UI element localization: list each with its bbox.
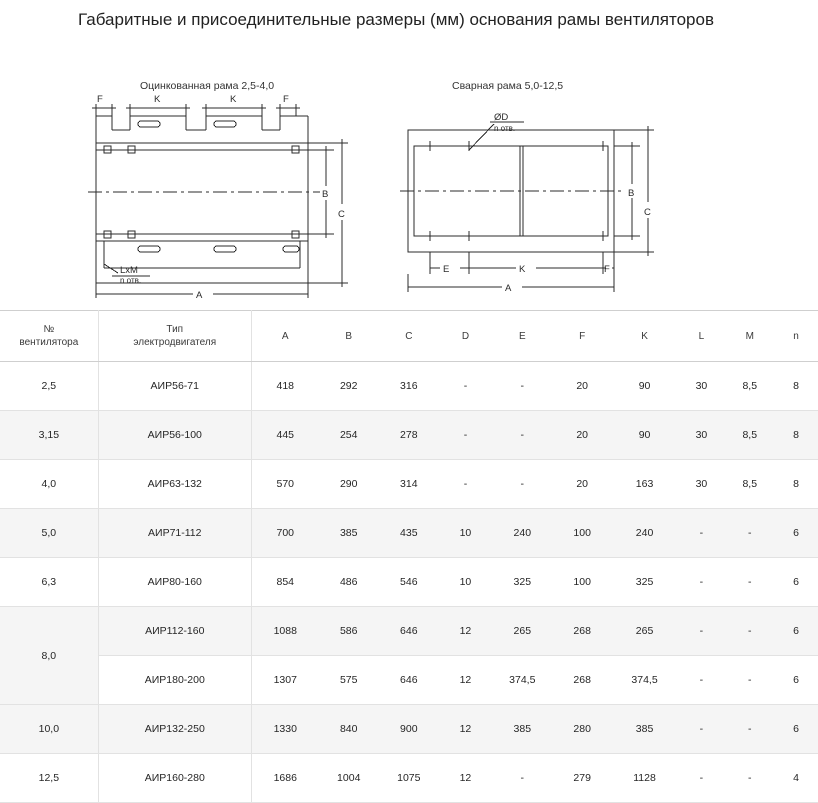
cell-e: 374,5 [492,656,553,705]
label-n-otv-right: n отв. [494,124,516,133]
cell-m: - [725,656,774,705]
cell-b: 486 [319,558,379,607]
cell-l: - [677,607,725,656]
cell-c: 900 [379,705,439,754]
label-od: ØD [494,112,509,123]
label-f-right2: F [604,264,610,275]
header-m: M [725,311,774,362]
cell-a: 445 [251,411,318,460]
label-b-left: B [322,189,329,200]
cell-fan-number: 2,5 [0,362,98,411]
cell-k: 163 [612,460,678,509]
cell-e: 265 [492,607,553,656]
cell-k: 1128 [612,754,678,803]
label-b-right: B [628,188,635,199]
cell-e: - [492,460,553,509]
label-f-right: F [283,94,289,105]
header-a: A [251,311,318,362]
cell-n: 4 [774,754,818,803]
header-motor-type: Тип электродвигателя [98,311,251,362]
label-k-right: K [230,94,237,105]
page-title: Габаритные и присоединительные размеры (мм) основания рамы вентиляторов [78,10,714,29]
cell-fan-number: 12,5 [0,754,98,803]
label-k-left: K [154,94,161,105]
left-drawing-caption: Оцинкованная рама 2,5-4,0 [140,80,275,92]
cell-d: - [439,362,492,411]
cell-motor-type: АИР112-160 [98,607,251,656]
cell-c: 316 [379,362,439,411]
cell-l: - [677,509,725,558]
cell-k: 90 [612,411,678,460]
label-k-right2: K [519,264,526,275]
table-row [0,656,818,705]
cell-l: - [677,656,725,705]
cell-a: 570 [251,460,318,509]
cell-a: 1330 [251,705,318,754]
cell-f: 20 [553,411,612,460]
cell-c: 646 [379,607,439,656]
table-row [0,607,818,656]
cell-f: 280 [553,705,612,754]
cell-n: 8 [774,411,818,460]
cell-a: 854 [251,558,318,607]
cell-n: 6 [774,705,818,754]
header-d: D [439,311,492,362]
cell-b: 290 [319,460,379,509]
cell-m: 8,5 [725,460,774,509]
cell-motor-type: АИР71-112 [98,509,251,558]
drawing-canvas [0,68,818,308]
table-header-row [0,311,818,362]
cell-b: 385 [319,509,379,558]
cell-b: 254 [319,411,379,460]
cell-l: 30 [677,460,725,509]
cell-motor-type: АИР160-280 [98,754,251,803]
cell-fan-number: 5,0 [0,509,98,558]
cell-a: 418 [251,362,318,411]
cell-m: - [725,754,774,803]
cell-d: 12 [439,607,492,656]
cell-m: - [725,558,774,607]
cell-motor-type: АИР132-250 [98,705,251,754]
cell-motor-type: АИР80-160 [98,558,251,607]
cell-c: 1075 [379,754,439,803]
cell-n: 6 [774,607,818,656]
cell-d: 10 [439,558,492,607]
specs-table-wrapper [0,310,818,803]
table-row [0,362,818,411]
cell-n: 8 [774,362,818,411]
cell-b: 840 [319,705,379,754]
cell-m: - [725,607,774,656]
label-c-right: C [644,207,651,218]
cell-l: - [677,558,725,607]
cell-d: 10 [439,509,492,558]
cell-f: 268 [553,607,612,656]
cell-fan-number: 6,3 [0,558,98,607]
cell-c: 314 [379,460,439,509]
cell-f: 268 [553,656,612,705]
cell-f: 20 [553,460,612,509]
cell-d: - [439,411,492,460]
header-b: B [319,311,379,362]
cell-f: 100 [553,509,612,558]
header-fan-number: № вентилятора [0,311,98,362]
header-k: K [612,311,678,362]
specifications-table [0,310,818,803]
cell-e: - [492,754,553,803]
label-a-right: A [505,283,512,294]
cell-b: 292 [319,362,379,411]
cell-m: 8,5 [725,362,774,411]
header-l: L [677,311,725,362]
label-c-left: C [338,209,345,220]
cell-e: 325 [492,558,553,607]
cell-b: 575 [319,656,379,705]
cell-f: 279 [553,754,612,803]
table-row [0,460,818,509]
technical-drawings [0,68,818,308]
header-n: n [774,311,818,362]
header-c: C [379,311,439,362]
cell-fan-number: 4,0 [0,460,98,509]
cell-e: 385 [492,705,553,754]
table-row [0,705,818,754]
cell-k: 374,5 [612,656,678,705]
cell-a: 1307 [251,656,318,705]
table-row [0,754,818,803]
table-row [0,558,818,607]
cell-n: 6 [774,509,818,558]
cell-f: 20 [553,362,612,411]
cell-b: 1004 [319,754,379,803]
cell-n: 8 [774,460,818,509]
cell-k: 240 [612,509,678,558]
cell-d: 12 [439,754,492,803]
cell-e: - [492,362,553,411]
cell-motor-type: АИР56-100 [98,411,251,460]
cell-c: 278 [379,411,439,460]
cell-k: 265 [612,607,678,656]
cell-motor-type: АИР63-132 [98,460,251,509]
right-drawing-caption: Сварная рама 5,0-12,5 [452,80,564,92]
cell-b: 586 [319,607,379,656]
table-row [0,509,818,558]
cell-k: 325 [612,558,678,607]
cell-c: 546 [379,558,439,607]
cell-k: 385 [612,705,678,754]
cell-e: 240 [492,509,553,558]
cell-fan-number: 3,15 [0,411,98,460]
cell-l: - [677,754,725,803]
cell-a: 1686 [251,754,318,803]
header-e: E [492,311,553,362]
header-f: F [553,311,612,362]
cell-n: 6 [774,558,818,607]
label-lxm: LxM [120,265,138,276]
cell-m: - [725,705,774,754]
cell-e: - [492,411,553,460]
label-f-left: F [97,94,103,105]
cell-d: - [439,460,492,509]
cell-m: 8,5 [725,411,774,460]
cell-c: 435 [379,509,439,558]
label-e-right: E [443,264,450,275]
table-row [0,411,818,460]
cell-k: 90 [612,362,678,411]
cell-a: 1088 [251,607,318,656]
cell-motor-type: АИР56-71 [98,362,251,411]
cell-l: 30 [677,362,725,411]
cell-f: 100 [553,558,612,607]
cell-l: - [677,705,725,754]
label-n-otv-left: n отв. [120,276,142,285]
cell-motor-type: АИР180-200 [98,656,251,705]
cell-a: 700 [251,509,318,558]
cell-l: 30 [677,411,725,460]
cell-fan-number: 8,0 [0,607,98,705]
cell-d: 12 [439,656,492,705]
cell-d: 12 [439,705,492,754]
label-a-left: A [196,290,203,301]
cell-m: - [725,509,774,558]
cell-c: 646 [379,656,439,705]
cell-n: 6 [774,656,818,705]
cell-fan-number: 10,0 [0,705,98,754]
